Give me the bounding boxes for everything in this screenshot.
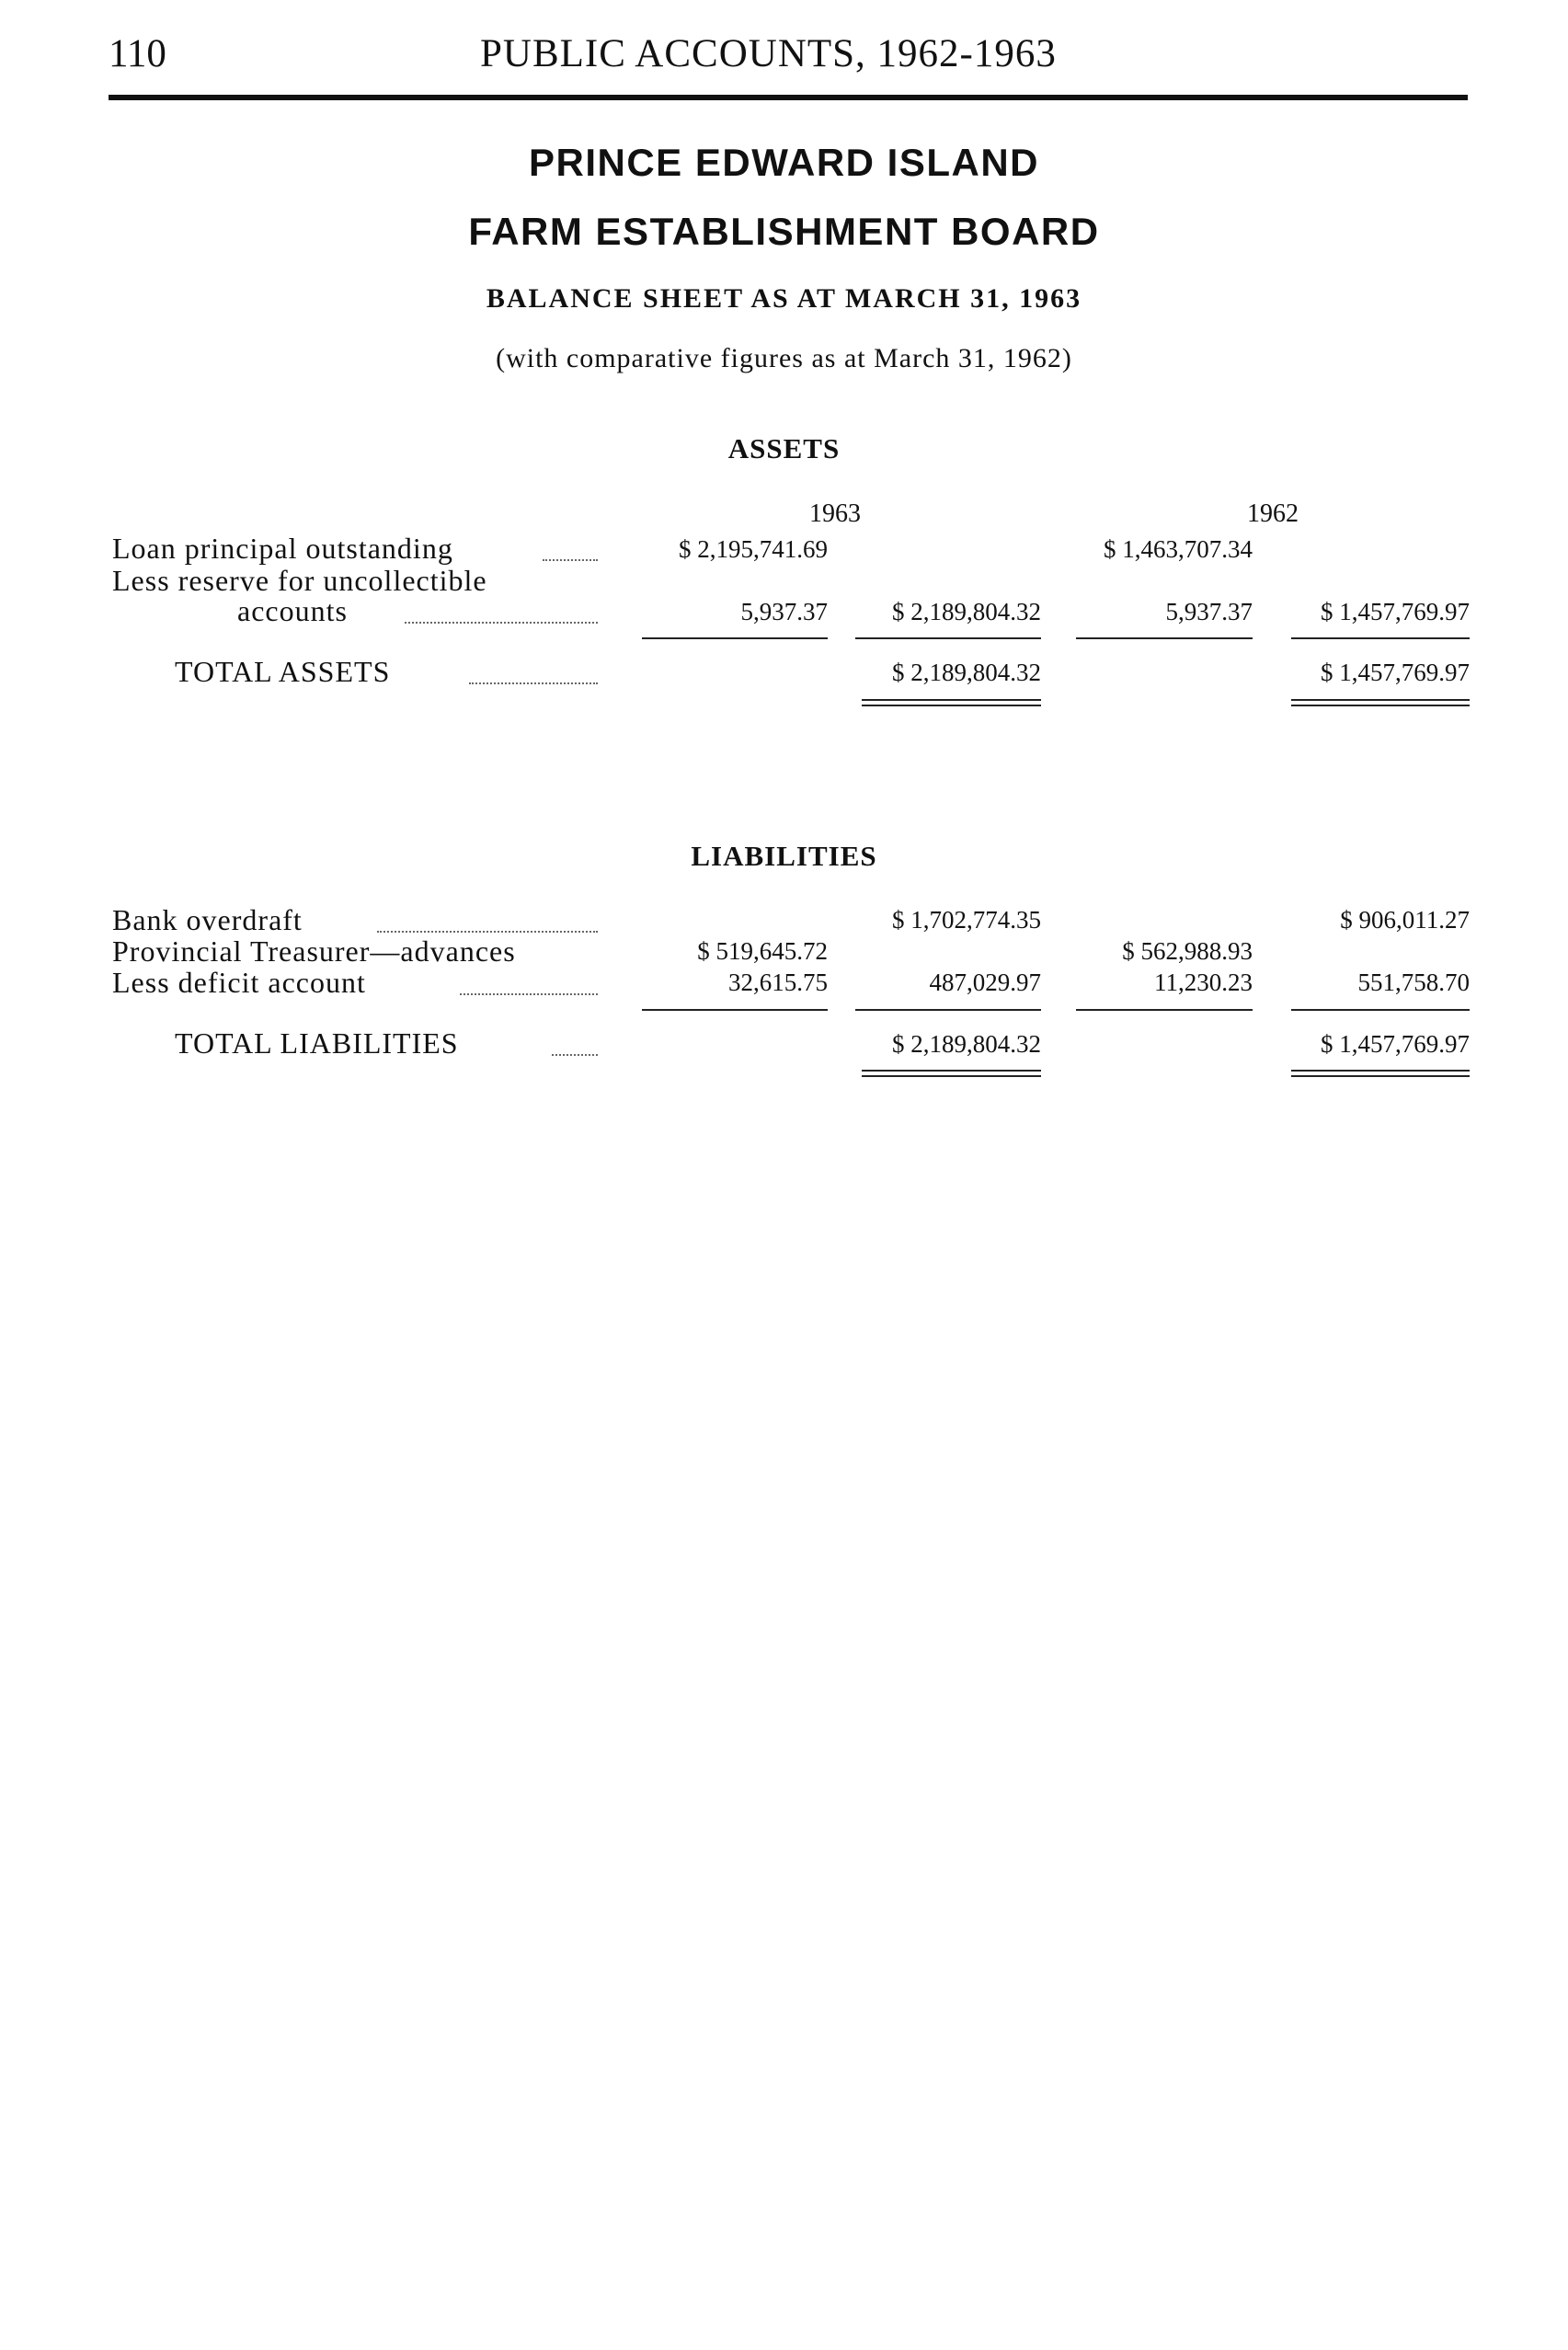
row-label: Less reserve for uncollectible [112,564,487,597]
liabilities-heading: LIABILITIES [691,840,877,872]
deficit-1963: 32,615.75 [728,969,828,996]
bank-overdraft-1963: $ 1,702,774.35 [892,906,1041,934]
treasurer-advances-1962: $ 562,988.93 [1122,937,1253,965]
bank-overdraft-1962: $ 906,011.27 [1340,906,1470,934]
subtotal-rule [855,1009,1041,1011]
subtotal-rule [642,637,828,639]
row-label: Provincial Treasurer—advances [112,934,516,968]
year-1962-heading: 1962 [1247,499,1299,528]
total-liabilities-label: TOTAL LIABILITIES [175,1026,459,1060]
reserve-1962: 5,937.37 [1165,598,1253,625]
total-double-rule [862,1070,1041,1077]
running-title: PUBLIC ACCOUNTS, 1962-1963 [480,32,1057,75]
dot-leader [469,682,598,684]
page-number: 110 [109,32,166,75]
total-liabilities-1963: $ 2,189,804.32 [892,1030,1041,1058]
dot-leader [543,559,598,561]
row-label: Loan principal outstanding [112,532,453,565]
document-title-line-2: FARM ESTABLISHMENT BOARD [468,210,1100,253]
deficit-1962: 11,230.23 [1154,969,1253,996]
assets-heading: ASSETS [727,432,841,464]
subtotal-rule [1076,1009,1253,1011]
total-liabilities-1962: $ 1,457,769.97 [1321,1030,1470,1058]
dot-leader [552,1054,598,1056]
subtotal-rule [1291,637,1470,639]
total-double-rule [862,699,1041,706]
row-label: Less deficit account [112,966,366,999]
total-assets-label: TOTAL ASSETS [175,655,391,688]
total-double-rule [1291,699,1470,706]
total-assets-1963: $ 2,189,804.32 [892,659,1041,686]
document-title-line-1: PRINCE EDWARD ISLAND [528,141,1040,184]
loan-principal-1962: $ 1,463,707.34 [1104,535,1253,563]
net-treasurer-1962: 551,758.70 [1357,969,1470,996]
header-rule [109,95,1468,100]
loan-principal-1963: $ 2,195,741.69 [679,535,828,563]
total-assets-1962: $ 1,457,769.97 [1321,659,1470,686]
reserve-1963: 5,937.37 [740,598,828,625]
row-label-continued: accounts [237,594,348,627]
subtotal-rule [855,637,1041,639]
net-treasurer-1963: 487,029.97 [929,969,1041,996]
dot-leader [460,993,598,995]
dot-leader [405,622,598,624]
row-label: Bank overdraft [112,903,303,936]
net-assets-1962: $ 1,457,769.97 [1321,598,1470,625]
comparative-note: (with comparative figures as at March 31, 1962) [496,343,1072,373]
treasurer-advances-1963: $ 519,645.72 [697,937,828,965]
net-assets-1963: $ 2,189,804.32 [892,598,1041,625]
subtotal-rule [642,1009,828,1011]
year-1963-heading: 1963 [809,499,861,528]
total-double-rule [1291,1070,1470,1077]
dot-leader [377,931,598,933]
subtotal-rule [1291,1009,1470,1011]
balance-sheet-subtitle: BALANCE SHEET AS AT MARCH 31, 1963 [486,283,1082,314]
subtotal-rule [1076,637,1253,639]
